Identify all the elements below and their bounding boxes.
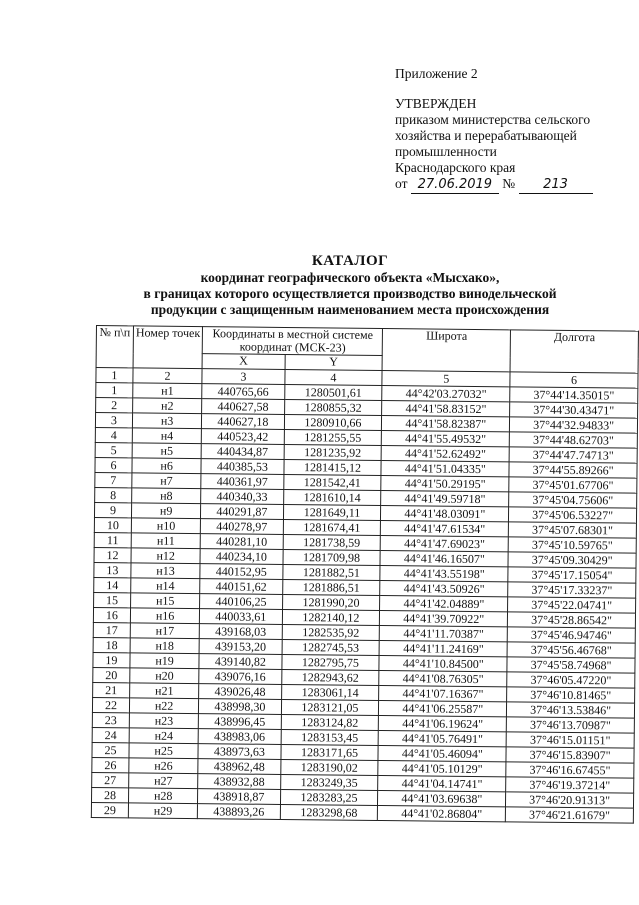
latitude: 44°41'42.04889" [380, 595, 508, 611]
latitude: 44°41'43.50926" [380, 580, 508, 596]
longitude: 37°45'17.33237" [508, 582, 636, 598]
row-number: 24 [92, 727, 129, 742]
coord-x: 440523,42 [202, 429, 284, 445]
longitude: 37°44'30.43471" [510, 402, 638, 418]
coord-y: 1281235,92 [284, 444, 382, 460]
row-number: 20 [93, 667, 130, 682]
point-name: н7 [132, 473, 201, 489]
point-name: н16 [130, 608, 199, 624]
coord-y: 1283298,68 [280, 804, 378, 820]
coord-y: 1283153,45 [281, 729, 379, 745]
latitude: 44°41'49.59718" [381, 490, 509, 506]
point-name: н5 [132, 443, 201, 459]
header-num: № п\п [96, 326, 133, 368]
table-body [91, 383, 638, 824]
row-number: 28 [91, 787, 128, 802]
coord-x: 440152,95 [200, 564, 282, 580]
coord-x: 440385,53 [201, 459, 283, 475]
longitude: 37°46'15.83907" [506, 747, 634, 763]
row-number: 8 [95, 487, 132, 502]
point-name: н17 [130, 623, 199, 639]
order-line-2: хозяйства и перерабатывающей [395, 128, 577, 143]
longitude: 37°44'32.94833" [510, 417, 638, 433]
row-number: 15 [94, 592, 131, 607]
coord-x: 440340,33 [201, 489, 283, 505]
coord-y: 1282140,12 [282, 609, 380, 625]
longitude: 37°45'17.15054" [508, 567, 636, 583]
coord-y: 1283190,02 [280, 759, 378, 775]
longitude: 37°46'05.47220" [507, 672, 635, 688]
longitude: 37°45'07.68301" [509, 522, 637, 538]
index-cell: 1 [96, 368, 133, 383]
point-name: н28 [128, 788, 197, 804]
longitude: 37°45'06.53227" [509, 507, 637, 523]
point-name: н27 [129, 773, 198, 789]
latitude: 44°41'07.16367" [379, 685, 507, 701]
index-cell: 4 [284, 369, 382, 385]
coord-x: 440627,58 [202, 399, 284, 415]
longitude: 37°46'10.81465" [507, 687, 635, 703]
document-title [80, 252, 620, 318]
coord-x: 440278,97 [201, 519, 283, 535]
row-number: 4 [95, 427, 132, 442]
title-line-2: в границах которого осуществляется производство винодельческой [143, 286, 557, 301]
row-number: 23 [92, 712, 129, 727]
point-name: н1 [133, 383, 202, 399]
latitude: 44°41'43.55198" [380, 565, 508, 581]
order-number: 213 [519, 177, 593, 194]
point-name: н15 [130, 593, 199, 609]
header-y: Y [285, 354, 383, 370]
appendix-label: Приложение 2 [395, 66, 478, 81]
point-name: н12 [131, 548, 200, 564]
point-name: н8 [132, 488, 201, 504]
order-date-row [395, 176, 630, 194]
longitude: 37°46'19.37214" [506, 777, 634, 793]
number-prefix: № [502, 176, 516, 191]
point-name: н9 [131, 503, 200, 519]
coord-x: 440033,61 [200, 609, 282, 625]
coord-x: 439026,48 [199, 684, 281, 700]
point-name: н25 [129, 743, 198, 759]
coord-y: 1282943,62 [281, 669, 379, 685]
latitude: 44°41'11.24169" [379, 640, 507, 656]
point-name: н10 [131, 518, 200, 534]
coord-x: 440434,87 [201, 444, 283, 460]
longitude: 37°46'21.61679" [506, 807, 634, 823]
coord-y: 1281255,55 [284, 429, 382, 445]
longitude: 37°46'15.01151" [506, 732, 634, 748]
coord-x: 440361,97 [201, 474, 283, 490]
coord-y: 1280855,32 [284, 399, 382, 415]
longitude: 37°45'22.04741" [508, 597, 636, 613]
coord-y: 1283171,65 [280, 744, 378, 760]
row-number: 13 [94, 562, 131, 577]
coord-x: 440291,87 [201, 504, 283, 520]
latitude: 44°41'58.82387" [382, 415, 510, 431]
header-x: X [202, 354, 284, 370]
coord-x: 438998,30 [199, 699, 281, 715]
coord-x: 439140,82 [199, 654, 281, 670]
latitude: 44°42'03.27032" [382, 386, 510, 402]
approved-label: УТВЕРЖДЕН [395, 96, 477, 111]
coord-y: 1280501,61 [284, 384, 382, 400]
row-number: 16 [93, 607, 130, 622]
row-number: 17 [93, 622, 130, 637]
longitude: 37°45'56.46768" [507, 642, 635, 658]
point-name: н11 [131, 533, 200, 549]
header-lon: Долгота [510, 330, 638, 373]
longitude: 37°45'28.86542" [508, 612, 636, 628]
latitude: 44°41'05.76491" [379, 730, 507, 746]
coord-x: 439168,03 [200, 624, 282, 640]
row-number: 5 [95, 442, 132, 457]
longitude: 37°45'04.75606" [509, 492, 637, 508]
date-prefix: от [395, 176, 408, 191]
row-number: 26 [92, 757, 129, 772]
coord-x: 438962,48 [198, 759, 280, 775]
coord-x: 439076,16 [199, 669, 281, 685]
latitude: 44°41'48.03091" [381, 505, 509, 521]
point-name: н24 [129, 728, 198, 744]
longitude: 37°44'47.74713" [509, 447, 637, 463]
longitude: 37°46'13.53846" [507, 702, 635, 718]
latitude: 44°41'05.10129" [378, 760, 506, 776]
coord-y: 1282795,75 [281, 654, 379, 670]
order-line-4: Краснодарского края [395, 160, 516, 175]
longitude: 37°45'58.74968" [507, 657, 635, 673]
point-name: н18 [130, 638, 199, 654]
index-cell: 2 [133, 368, 202, 384]
latitude: 44°41'50.29195" [381, 475, 509, 491]
coord-x: 439153,20 [199, 639, 281, 655]
point-name: н6 [132, 458, 201, 474]
coord-x: 440151,62 [200, 579, 282, 595]
coord-y: 1281610,14 [283, 489, 381, 505]
index-cell: 6 [510, 372, 638, 388]
point-name: н13 [131, 563, 200, 579]
coord-y: 1282535,92 [282, 624, 380, 640]
point-name: н22 [129, 698, 198, 714]
row-number: 2 [96, 398, 133, 413]
longitude: 37°45'46.94746" [507, 627, 635, 643]
point-name: н4 [132, 428, 201, 444]
point-name: н23 [129, 713, 198, 729]
row-number: 25 [92, 742, 129, 757]
title-heading: КАТАЛОГ [311, 253, 389, 269]
longitude: 37°45'09.30429" [508, 552, 636, 568]
latitude: 44°41'58.83152" [382, 401, 510, 417]
coord-y: 1281674,41 [283, 519, 381, 535]
latitude: 44°41'02.86804" [378, 805, 506, 821]
row-number: 27 [92, 772, 129, 787]
longitude: 37°46'13.70987" [506, 717, 634, 733]
coord-x: 438973,63 [198, 744, 280, 760]
row-number: 6 [95, 457, 132, 472]
point-name: н2 [133, 398, 202, 414]
coord-x: 438932,88 [198, 774, 280, 790]
point-name: н29 [128, 803, 197, 819]
latitude: 44°41'39.70922" [380, 610, 508, 626]
row-number: 29 [91, 802, 128, 817]
point-name: н21 [130, 683, 199, 699]
coord-y: 1283249,35 [280, 774, 378, 790]
coord-x: 440765,66 [202, 384, 284, 400]
coord-y: 1281738,59 [283, 534, 381, 550]
point-name: н3 [132, 413, 201, 429]
latitude: 44°41'08.76305" [379, 670, 507, 686]
point-name: н19 [130, 653, 199, 669]
header-local: Координаты в местной системе координат (МСК-23) [202, 327, 382, 356]
header-point: Номер точек [133, 326, 203, 369]
coord-y: 1281649,11 [283, 504, 381, 520]
row-number: 19 [93, 652, 130, 667]
header-lat: Широта [382, 329, 510, 372]
latitude: 44°41'51.04335" [381, 460, 509, 476]
index-cell: 3 [202, 369, 284, 385]
row-number: 11 [94, 532, 131, 547]
longitude: 37°44'55.89266" [509, 462, 637, 478]
longitude: 37°45'01.67706" [509, 477, 637, 493]
latitude: 44°41'04.14741" [378, 775, 506, 791]
coord-y: 1281886,51 [282, 579, 380, 595]
coord-x: 440234,10 [200, 549, 282, 565]
coord-y: 1280910,66 [284, 414, 382, 430]
order-line-1: приказом министерства сельского [395, 112, 591, 127]
longitude: 37°44'14.35015" [510, 387, 638, 403]
row-number: 21 [93, 682, 130, 697]
coord-x: 438918,87 [198, 789, 280, 805]
coord-y: 1281990,20 [282, 594, 380, 610]
title-line-1: координат географического объекта «Мысхако», [200, 270, 500, 285]
row-number: 3 [95, 413, 132, 428]
latitude: 44°41'47.69023" [381, 535, 509, 551]
order-line-3: промышленности [395, 144, 497, 159]
coord-x: 440106,25 [200, 594, 282, 610]
latitude: 44°41'46.16507" [380, 550, 508, 566]
coord-y: 1281415,12 [283, 459, 381, 475]
latitude: 44°41'47.61534" [381, 520, 509, 536]
row-number: 22 [92, 697, 129, 712]
coord-y: 1282745,53 [282, 639, 380, 655]
latitude: 44°41'06.25587" [379, 700, 507, 716]
coord-x: 440281,10 [200, 534, 282, 550]
coord-x: 440627,18 [202, 414, 284, 430]
title-line-3: продукции с защищенным наименованием места происхождения [150, 302, 550, 317]
longitude: 37°45'10.59765" [508, 537, 636, 553]
row-number: 18 [93, 637, 130, 652]
coord-x: 438996,45 [199, 714, 281, 730]
coord-y: 1283283,25 [280, 789, 378, 805]
coord-y: 1283121,05 [281, 699, 379, 715]
coord-y: 1281709,98 [283, 549, 381, 565]
latitude: 44°41'03.69638" [378, 790, 506, 806]
coord-y: 1281882,51 [282, 564, 380, 580]
longitude: 37°46'20.91313" [506, 792, 634, 808]
coordinates-table [91, 325, 639, 824]
coord-y: 1281542,41 [283, 474, 381, 490]
row-number: 1 [96, 383, 133, 398]
row-number: 14 [94, 577, 131, 592]
latitude: 44°41'10.84500" [379, 655, 507, 671]
coord-x: 438893,26 [198, 804, 280, 820]
point-name: н20 [130, 668, 199, 684]
latitude: 44°41'55.49532" [382, 430, 510, 446]
point-name: н14 [131, 578, 200, 594]
coord-y: 1283061,14 [281, 684, 379, 700]
latitude: 44°41'05.46094" [378, 745, 506, 761]
row-number: 7 [95, 472, 132, 487]
row-number: 10 [94, 517, 131, 532]
latitude: 44°41'06.19624" [379, 715, 507, 731]
latitude: 44°41'11.70387" [380, 625, 508, 641]
approval-block [395, 66, 630, 194]
longitude: 37°46'16.67455" [506, 762, 634, 778]
index-cell: 5 [382, 371, 510, 387]
order-date: 27.06.2019 [411, 177, 499, 194]
row-number: 12 [94, 547, 131, 562]
coord-y: 1283124,82 [281, 714, 379, 730]
latitude: 44°41'52.62492" [382, 445, 510, 461]
row-number: 9 [94, 502, 131, 517]
coord-x: 438983,06 [198, 729, 280, 745]
point-name: н26 [129, 758, 198, 774]
longitude: 37°44'48.62703" [509, 432, 637, 448]
